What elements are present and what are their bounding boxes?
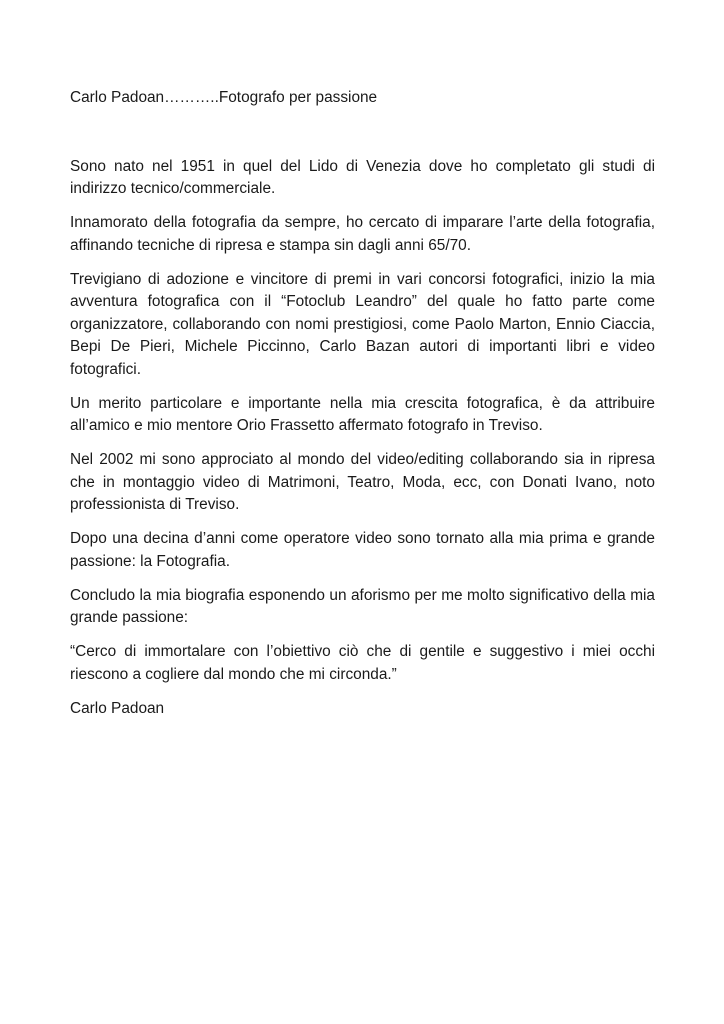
paragraph-fotoclub: Trevigiano di adozione e vincitore di premi in vari concorsi fotografici, inizio la mia avventura fotografica con il “Fotoclub Leandro” del quale ho fatto parte come organizzatore, collaborando con nomi prestigiosi, come Paolo Marton, Ennio Ciaccia, Bepi De Pieri, Michele Piccinno, Carlo Bazan autori di importanti libri e video fotografici.: [70, 270, 655, 378]
paragraph-mentor: Un merito particolare e importante nella mia crescita fotografica, è da attribuire all’amico e mio mentore Orio Frassetto affermato fotografo in Treviso.: [70, 394, 655, 434]
signature: Carlo Padoan: [70, 699, 165, 717]
paragraph-return: Dopo una decina d’anni come operatore video sono tornato alla mia prima e grande passione: la Fotografia.: [70, 530, 655, 570]
paragraph-passion: Innamorato della fotografia da sempre, ho cercato di imparare l’arte della fotografia, affinando tecniche di ripresa e stampa sin dagli anni 65/70.: [70, 214, 655, 254]
paragraph-conclusion: Concludo la mia biografia esponendo un aforismo per me molto significativo della mia grande passione:: [70, 586, 655, 626]
paragraph-video: Nel 2002 mi sono approciato al mondo del video/editing collaborando sia in ripresa che in montaggio video di Matrimoni, Teatro, Moda, ecc, con Donati Ivano, noto professionista di Treviso.: [70, 451, 655, 513]
document-title: Carlo Padoan………..Fotografo per passione: [70, 89, 378, 106]
document-body: [70, 87, 655, 720]
paragraph-birth: Sono nato nel 1951 in quel del Lido di Venezia dove ho completato gli studi di indirizzo tecnico/commerciale.: [70, 157, 655, 197]
paragraph-aphorism: “Cerco di immortalare con l’obiettivo ciò che di gentile e suggestivo i miei occhi riescono a cogliere dal mondo che mi circonda.”: [70, 643, 655, 683]
